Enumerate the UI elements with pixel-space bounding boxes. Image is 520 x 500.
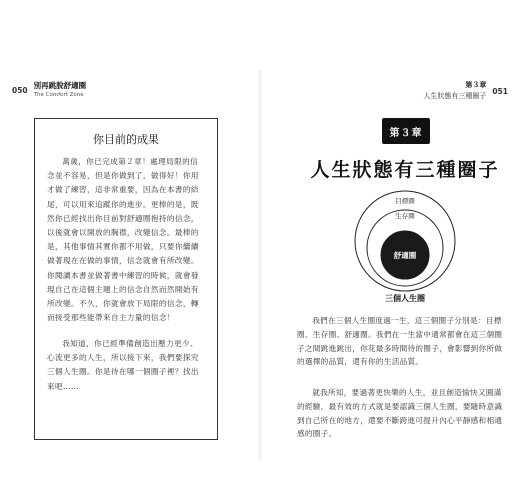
book-subtitle: The Comfort Zone xyxy=(33,92,84,98)
right-running-titles xyxy=(423,80,486,101)
middle-circle-label: 生存圈 xyxy=(395,212,415,220)
diagram-caption: 三個人生圈 xyxy=(385,294,425,303)
results-box-paragraph-1: 萬歲，你已完成第２章！處理局限的信念並不容易，但是你做到了，做得好！你用才做了練習，這非常重要，因為在本書的結尾，可以用來追蹤你的進步。更棒的是，既然你已經找出你目前對舒適圈抱持的信念，以後就會以開放的胸襟，改變信念。最棒的是，其他事情其實你都不用做，只要你繼續做著現在在做的事情，信念就會有所改變。你閱讀本書並做著書中練習的時候，就會發現自己在這個主題上的信念自然而然開始有所改變。不久，你就會放下局限的信念，轉而接受那些能帶來自主力量的信念！ xyxy=(47,157,199,323)
chapter-title: 人生狀態有三種圈子 xyxy=(310,159,500,181)
inner-circle-label: 舒適圈 xyxy=(393,251,417,260)
book-title: 別再跳脫舒適圈 xyxy=(33,81,87,90)
chapter-badge: 第３章 xyxy=(382,118,430,144)
left-running-header xyxy=(12,80,86,98)
running-chapter-title: 人生狀態有三種圈子 xyxy=(423,92,487,100)
left-running-titles xyxy=(34,80,87,98)
results-box-title: 你目前的成果 xyxy=(93,133,159,146)
three-circles-diagram xyxy=(350,188,460,294)
left-page-number: 050 xyxy=(12,86,28,95)
right-paragraph-2: 就我所知，要過著更快樂的人生，並且創造愉快又圓滿的經驗，最有效的方式就是要認識三個人生圈，要隨時意識到自己所在的地方，還要不斷跨進可提升內心平靜感和相通感的圈子。 xyxy=(297,388,503,439)
right-page-number: 051 xyxy=(492,87,508,96)
results-box-paragraph-2: 我知道，你已經準備創造出壓力更少、心流更多的人生，所以接下來，我們要探究三個人生圈。你是待在哪一個圈子裡？找出來吧…… xyxy=(47,339,199,391)
running-chapter-label: 第３章 xyxy=(465,81,487,89)
results-box xyxy=(34,118,218,440)
right-paragraph-1: 我們在三個人生圈度過一生，這三個圈子分別是：目標圈、生存圈、舒適圈。我們在一生當中通常都會在這三個圈子之間跳進跳出，你花最多時間待的圈子，會影響到你所做的選擇的品質，還有你的生活品質。 xyxy=(297,316,503,367)
right-running-header xyxy=(423,80,508,101)
outer-circle-label: 目標圈 xyxy=(395,197,415,205)
